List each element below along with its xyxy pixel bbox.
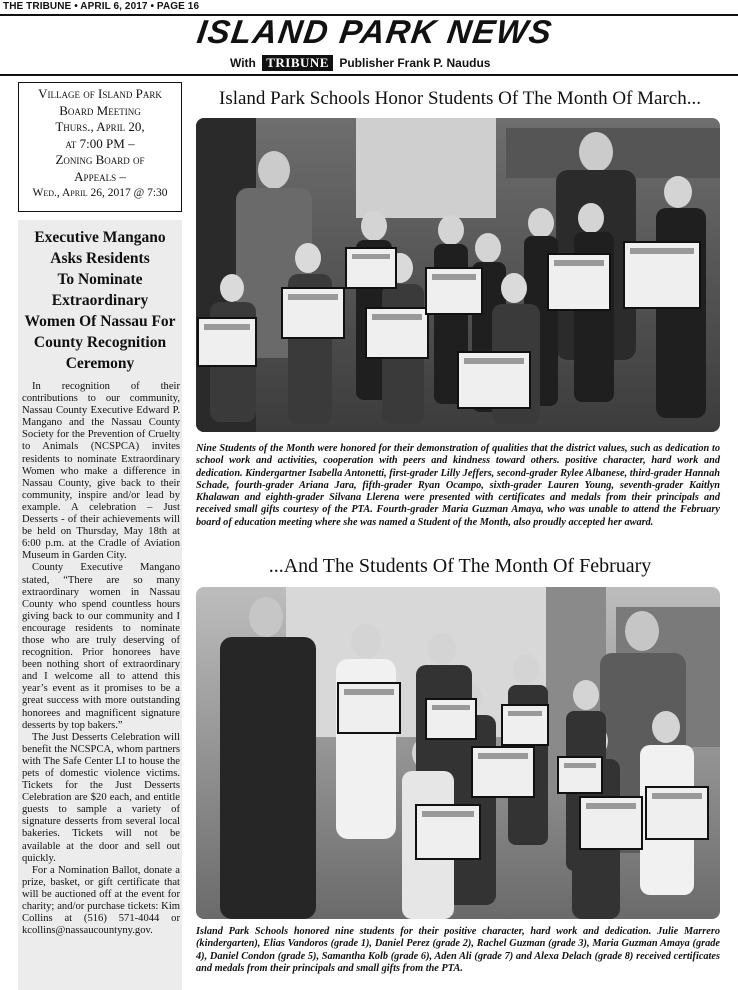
february-students-photo — [196, 587, 720, 919]
subhead-publisher: Publisher Frank P. Naudus — [339, 56, 491, 70]
headline-line: Ceremony — [65, 355, 135, 372]
story2-caption: Island Park Schools honored nine students for their positive character, hard work and dedication. Julie Marrero (kindergarten), Elias Vandoros (grade 1), Daniel Perez (grade 2), Rachel Guzman (grade 3), Maria Guzman Amaya (grade 4), Daniel Condon (grade 5), Samantha Kolb (grade 6), Aden Ali (grade 7) and Alexa Delach (grade 8) received certificates and medals from their principals and small gifts from the PTA. — [196, 926, 720, 974]
story2-photo — [196, 587, 720, 919]
headline-line: Extraordinary — [51, 292, 149, 309]
headline-line: County Recognition — [33, 334, 167, 351]
story1-headline: Island Park Schools Honor Students Of The Month Of March... — [219, 88, 701, 109]
tribune-logo: TRIBUNE — [262, 55, 333, 71]
board-line: Village of Island Park — [38, 86, 162, 101]
board-line: Zoning Board of — [55, 152, 145, 167]
subhead-prefix: With — [230, 56, 256, 70]
headline-line: To Nominate — [57, 271, 143, 288]
march-students-photo — [196, 118, 720, 432]
headline-line: Asks Residents — [50, 250, 150, 267]
body-paragraph: In recognition of their contributions to our community, Nassau County Executive Edward P. Mangano and the Nassau County Society for the Prevention of Cruelty to Animals (NCSPCA) invites residents to nominate Extraordinary Women who make a difference in Nassau County, give back to their community, inspire and/or lead by example. A celebration – Just Desserts - of their achievements will be held on Thursday, May 18th at 6:00 p.m. at the Cradle of Aviation Museum in Garden City. — [22, 381, 180, 562]
body-paragraph: The Just Desserts Celebration will benefit the NCSPCA, whom partners with The Safe Center LI to house the pets of domestic violence victims. Tickets for the Just Desserts Celebration are $20 each, and entitle guests to sample a variety of signature desserts from several local bakeries. Tickets will not be available at the door and sell out quickly. — [22, 731, 180, 864]
masthead-title: ISLAND PARK NEWS — [194, 13, 556, 50]
body-paragraph: For a Nomination Ballot, donate a prize, basket, or gift certificate that will be auctioned off at the event for charity; and/or purchase tickets: Kim Collins at (516) 571-4044 or kcollins@nassaucountyny.gov. — [22, 864, 180, 937]
sidebar-body — [22, 381, 180, 937]
sidebar-headline — [22, 227, 178, 374]
masthead-rule — [0, 74, 738, 76]
running-head: THE TRIBUNE • APRIL 6, 2017 • PAGE 16 — [3, 1, 200, 12]
board-line: Board Meeting — [59, 102, 141, 118]
masthead-subhead — [230, 55, 530, 71]
story1-caption: Nine Students of the Month were honored for their demonstration of qualities that the district values, such as dedication to school work and activities, cooperation with peers and kindness toward others. positive character, hard work and dedication. Kindergartner Isabella Antonetti, first-grader Lilly Jeffers, second-grader Rylee Albanese, third-grader Hannah Schade, fourth-grader Ariana Jara, fifth-grader Ryan Ocampo, sixth-grader Lauren Young, seventh-grader Kaitlyn Khalawan and eighth-grader Silvana Llerena were presented with certificates and medals from their principals and received small gifts courtesy of the PTA. Fourth-grader Maria Guzman Amaya, who was unable to attend the February board of education meeting where she was named a Student of the Month, also proudly accepted her award. — [196, 443, 720, 528]
headline-line: Executive Mangano — [34, 229, 166, 246]
masthead — [195, 12, 555, 52]
board-meeting-box — [18, 82, 182, 212]
board-line: Wed., April 26, 2017 @ 7:30 — [32, 187, 168, 199]
board-line: Thurs., April 20, — [55, 119, 145, 134]
board-line: at 7:00 PM – — [65, 135, 135, 151]
story2-headline: ...And The Students Of The Month Of February — [268, 555, 652, 577]
story1-photo — [196, 118, 720, 432]
headline-line: Women Of Nassau For — [24, 313, 176, 330]
body-paragraph: County Executive Mangano stated, “There are so many extraordinary women in Nassau County who spend countless hours giving back to our community and I encourage residents to nominate those who are truly deserving of recognition. Prior honorees have been nothing short of extraordinary and I welcome all to attend this year’s event as it promises to be a great success with more outstanding honorees and magnificent signature desserts by top bakers.” — [22, 562, 180, 731]
board-line: Appeals – — [74, 168, 126, 184]
